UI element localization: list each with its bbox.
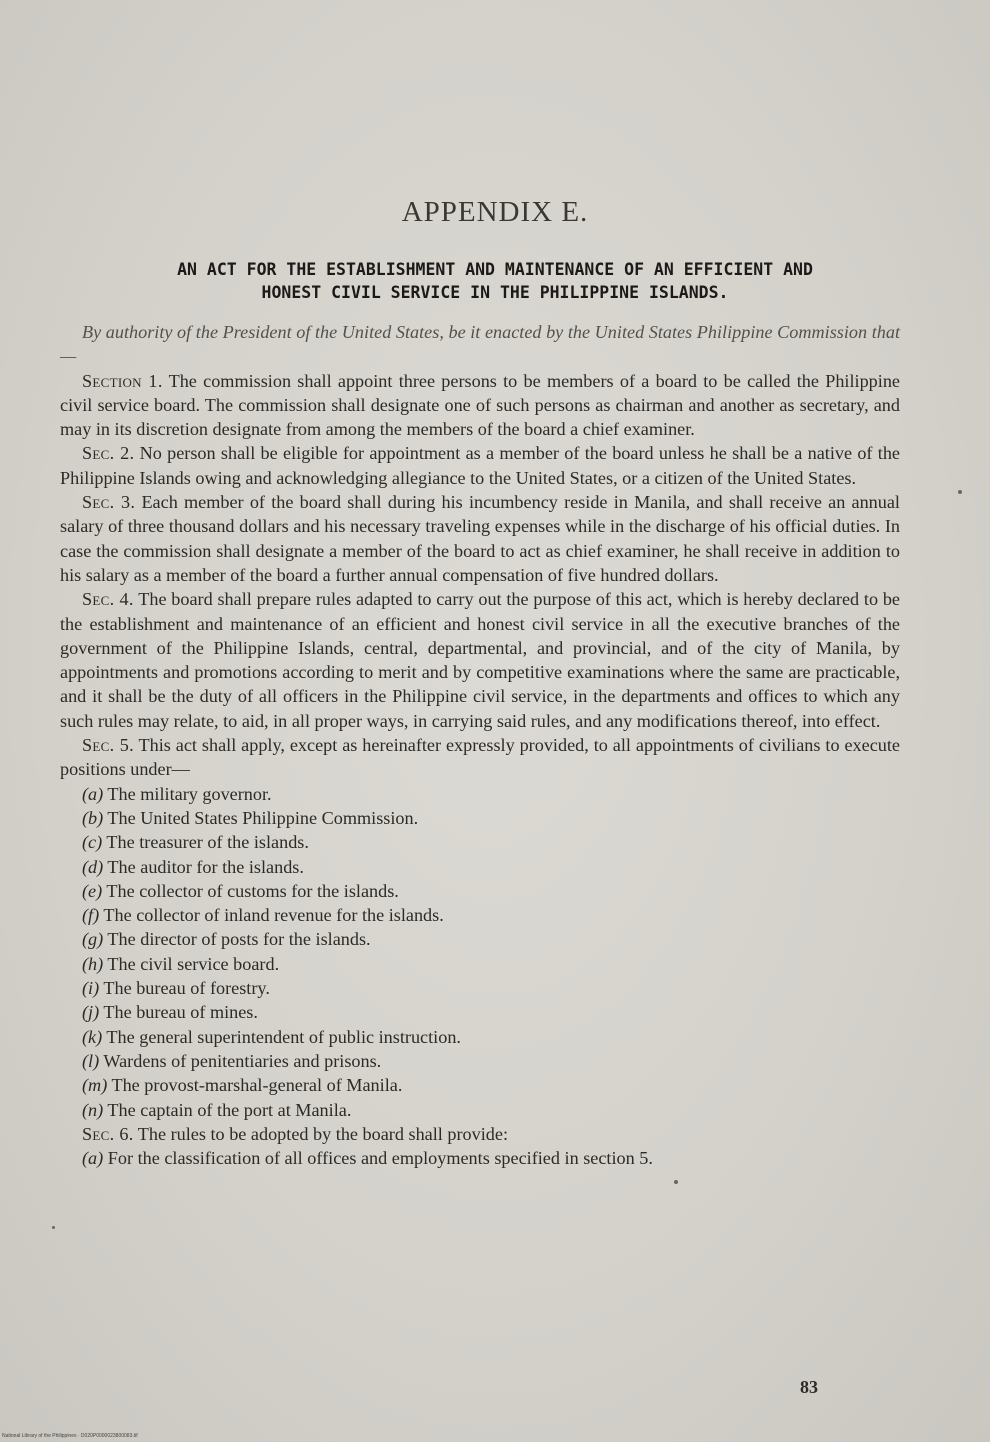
list-item: (d) The auditor for the islands. (82, 856, 304, 877)
section-2-label: Sec. 2. (82, 443, 135, 464)
list-item: (l) Wardens of penitentiaries and prisons. (82, 1050, 382, 1071)
section-5-label: Sec. 5. (82, 735, 134, 756)
appendix-title: APPENDIX E. (401, 196, 589, 228)
enacting-clause: By authority of the President of the United States, be it enacted by the United States Philippine Commission that— (60, 322, 900, 367)
list-item: (g) The director of posts for the islands. (82, 929, 371, 950)
footer-note: National Library of the Philippines · D020P0000023800083.tif (2, 1433, 138, 1439)
act-title (60, 258, 930, 304)
list-item: (m) The provost-marshal-general of Manila. (82, 1075, 403, 1096)
list-item: (k) The general superintendent of public instruction. (82, 1026, 461, 1047)
list-item: (b) The United States Philippine Commission. (82, 807, 419, 828)
section-1 (60, 369, 900, 442)
section-4 (60, 587, 900, 733)
section-3-label: Sec. 3. (82, 492, 136, 513)
section-3 (60, 490, 900, 587)
ink-speck (674, 1180, 678, 1184)
section-2 (60, 441, 900, 490)
section-6-text: The rules to be adopted by the board shall provide: (133, 1123, 508, 1144)
act-title-line-1: AN ACT FOR THE ESTABLISHMENT AND MAINTENANCE OF AN EFFICIENT AND (177, 260, 813, 279)
section-3-text: Each member of the board shall during his incumbency reside in Manila, and shall receive an annual salary of three thousand dollars and his necessary traveling expenses while in the discharge of his official duties. In case the commission shall designate a member of the board to act as chief examiner, he shall receive in addition to his salary as a member of the board a further annual compensation of five hundred dollars. (60, 492, 900, 585)
act-title-line-2: HONEST CIVIL SERVICE IN THE PHILIPPINE ISLANDS. (261, 283, 729, 302)
list-item: (n) The captain of the port at Manila. (82, 1099, 352, 1120)
section-2-text: No person shall be eligible for appointment as a member of the board unless he shall be a native of the Philippine Islands owing and acknowledging allegiance to the United States, or a citizen of the United States. (60, 443, 901, 488)
list-item: (j) The bureau of mines. (82, 1002, 258, 1023)
section-1-label: Section 1. (82, 370, 163, 391)
ink-speck (52, 1226, 55, 1229)
page-number: 83 (800, 1377, 818, 1397)
section-5-text: This act shall apply, except as hereinafter expressly provided, to all appointments of civilians to execute positions under— (60, 735, 900, 780)
list-item: (a) The military governor. (82, 783, 272, 804)
list-item: (a) For the classification of all offices and employments specified in section 5. (82, 1148, 653, 1169)
list-item: (f) The collector of inland revenue for the islands. (82, 905, 444, 926)
ink-speck (958, 490, 962, 494)
section-4-text: The board shall prepare rules adapted to carry out the purpose of this act, which is hereby declared to be the establishment and maintenance of an efficient and honest civil service in all the executive branches of the government of the Philippine Islands, central, departmental, and provincial, and of the city of Manila, by appointments and promotions according to merit and by competitive examinations where the same are practicable, and it shall be the duty of all officers in the Philippine civil service, in the departments and offices to which any such rules may relate, to aid, in all proper ways, in carrying said rules, and any modifications thereof, into effect. (60, 589, 901, 731)
section-1-text: The commission shall appoint three persons to be members of a board to be called the Philippine civil service board. The commission shall designate one of such persons as chairman and another as secretary, and may in its discretion designate from among the members of the board a chief examiner. (60, 370, 900, 440)
list-item: (h) The civil service board. (82, 953, 280, 974)
list-item: (c) The treasurer of the islands. (82, 832, 309, 853)
list-item: (i) The bureau of forestry. (82, 978, 270, 999)
section-4-label: Sec. 4. (82, 589, 134, 610)
list-item: (e) The collector of customs for the islands. (82, 880, 399, 901)
section-6-label: Sec. 6. (82, 1123, 134, 1144)
section-5 (60, 733, 900, 782)
act-body (60, 320, 900, 1170)
section-6 (60, 1122, 900, 1146)
